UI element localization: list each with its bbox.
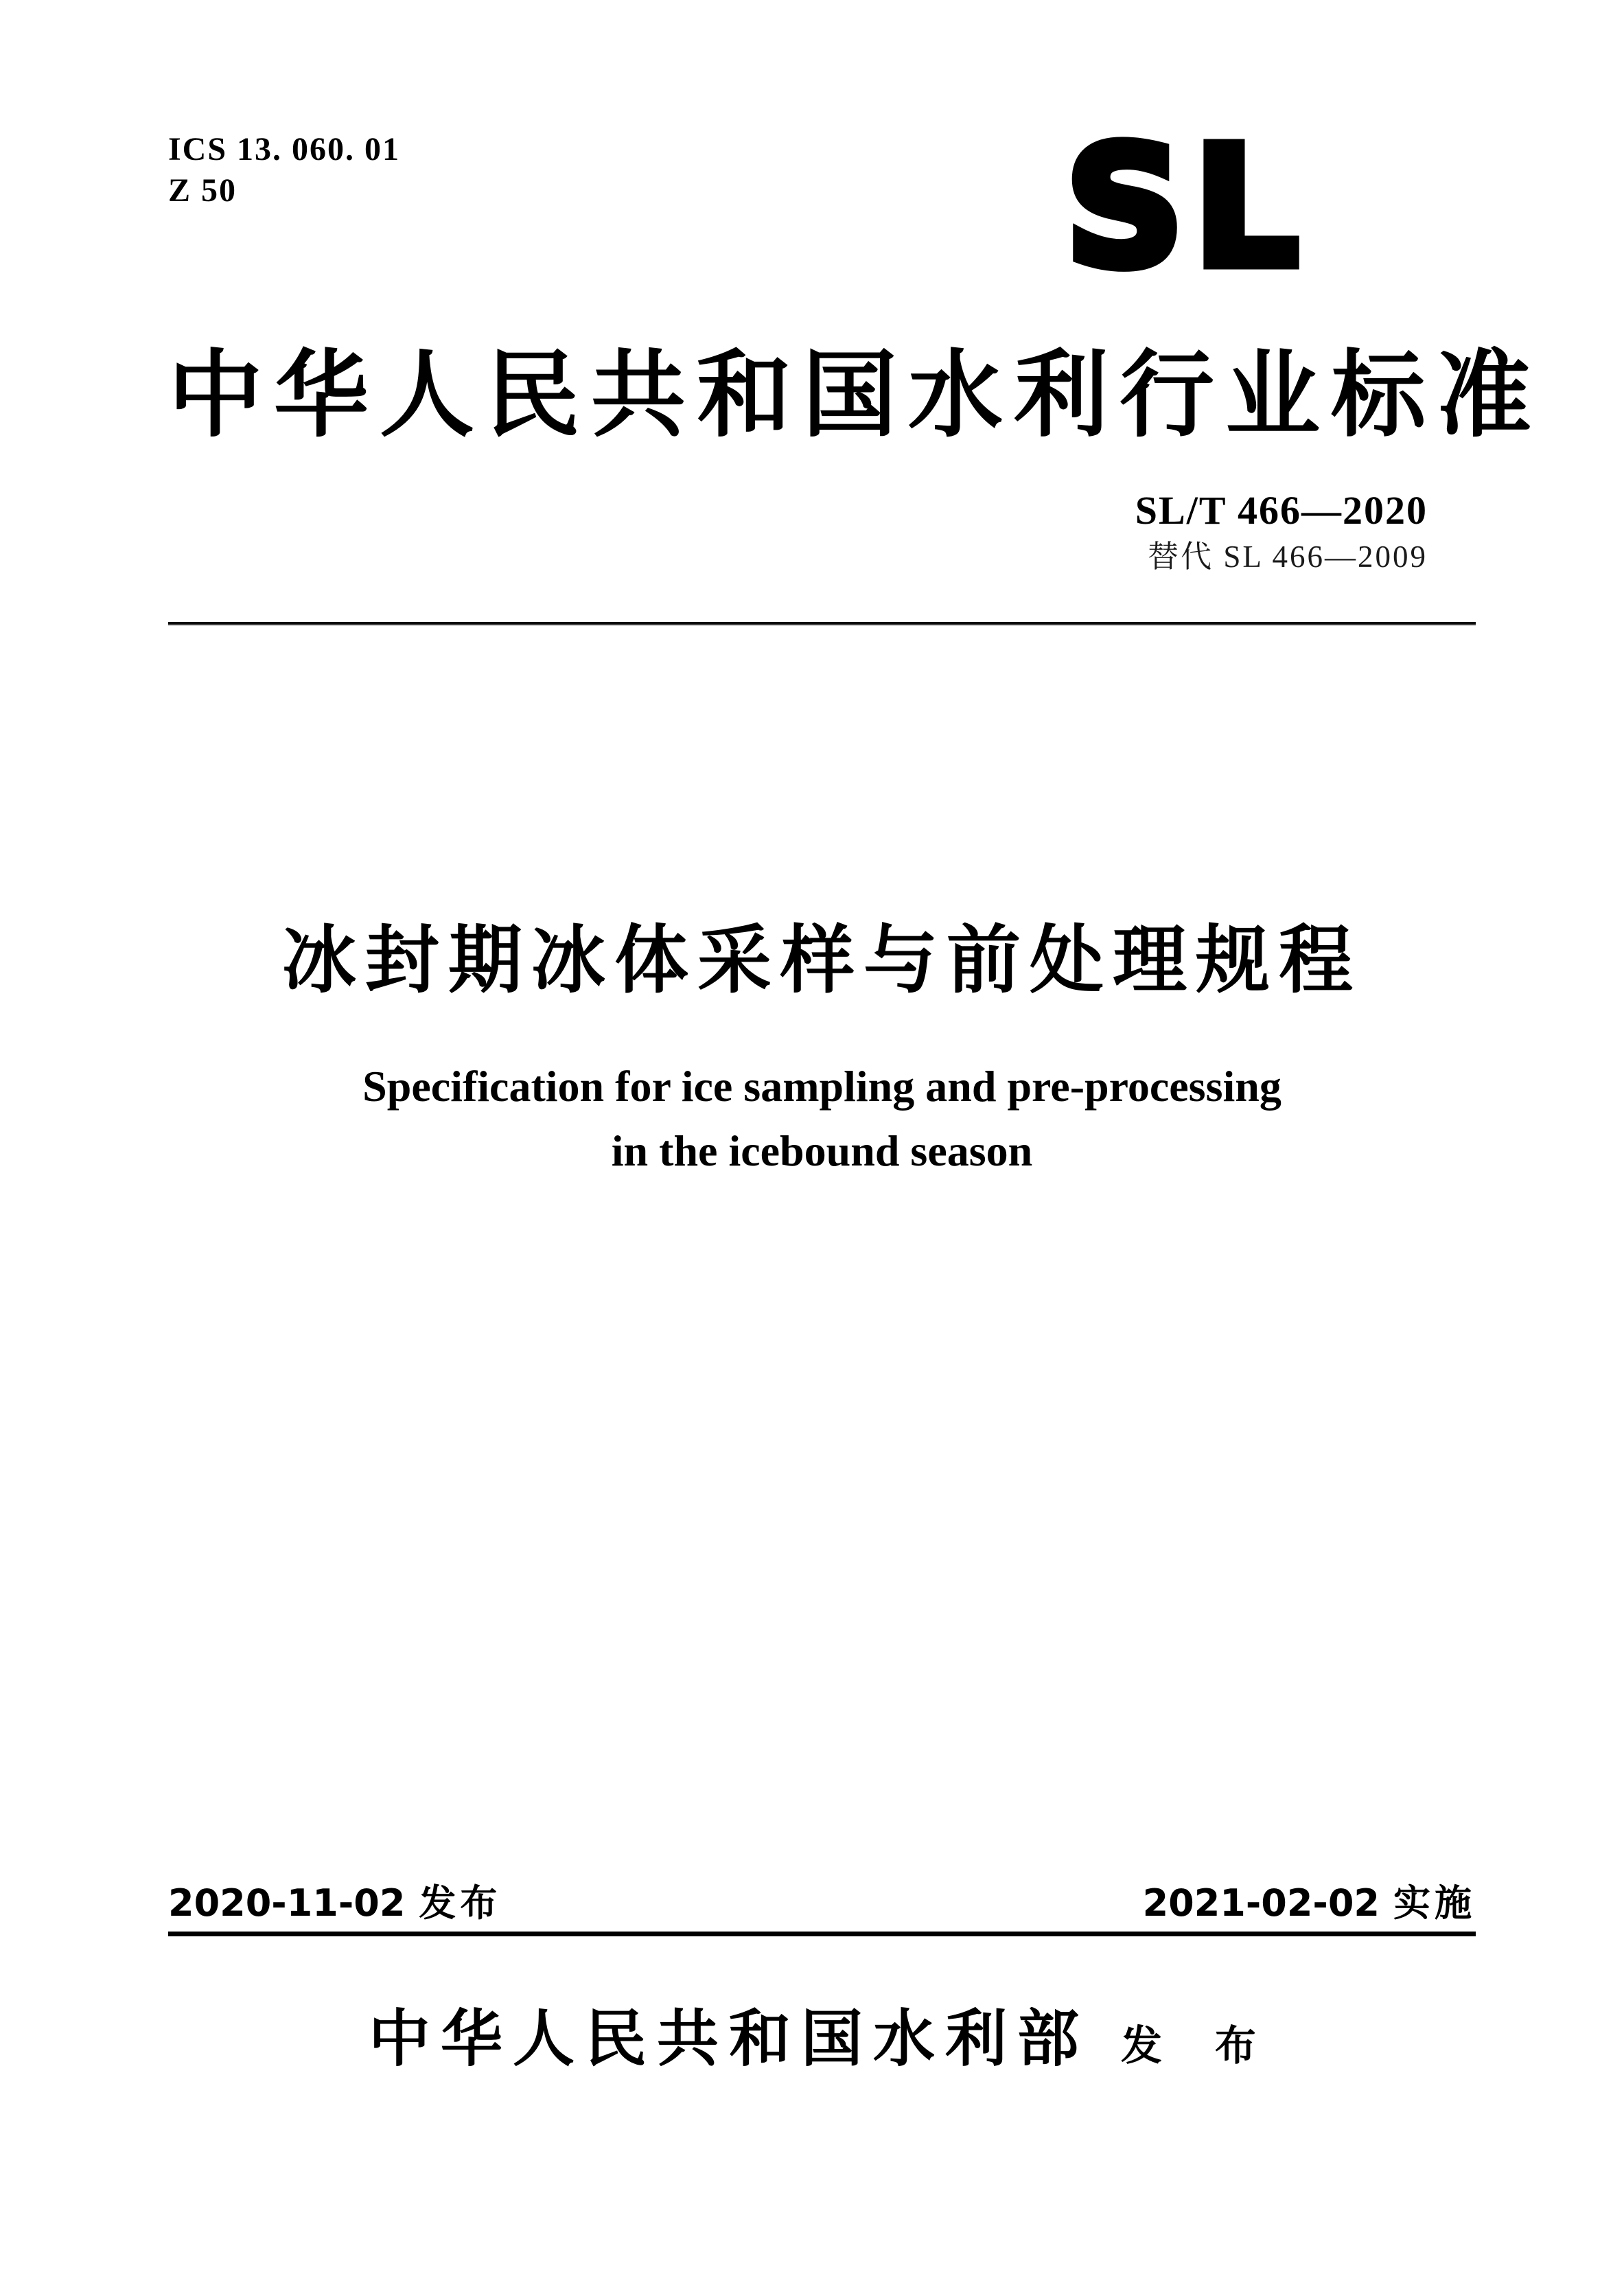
standard-category-title: 中华人民共和国水利行业标准 bbox=[168, 343, 1543, 448]
standard-code: SL/T 466—2020 bbox=[1135, 488, 1428, 533]
footer-divider-rule bbox=[168, 1932, 1476, 1936]
implementation-date-group bbox=[1143, 1883, 1476, 1923]
header-divider-rule bbox=[168, 622, 1476, 626]
document-title-english bbox=[168, 1054, 1476, 1183]
issue-date: 2020-11-02 bbox=[168, 1881, 406, 1925]
sl-logo: SL bbox=[1065, 111, 1308, 303]
publisher-name: 中华人民共和国水利部 bbox=[369, 2006, 1090, 2074]
publisher-action-label: 发 布 bbox=[1121, 2022, 1275, 2070]
document-title-english-line1: Specification for ice sampling and pre-processing bbox=[362, 1062, 1281, 1111]
issue-date-label: 发布 bbox=[419, 1881, 502, 1925]
document-title-english-line2: in the icebound season bbox=[611, 1126, 1033, 1175]
standard-code-block bbox=[1135, 489, 1428, 574]
document-title-chinese: 冰封期冰体采样与前处理规程 bbox=[281, 918, 1362, 1004]
issue-date-group bbox=[168, 1883, 501, 1923]
publisher-row bbox=[168, 2006, 1476, 2080]
ics-code: ICS 13. 060. 01 bbox=[168, 131, 401, 167]
document-class-code: Z 50 bbox=[168, 172, 237, 209]
dates-row bbox=[168, 1883, 1476, 1923]
implementation-date-label: 实施 bbox=[1393, 1881, 1476, 1925]
implementation-date: 2021-02-02 bbox=[1142, 1881, 1380, 1925]
replaces-note: 替代 SL 466—2009 bbox=[1148, 540, 1428, 574]
